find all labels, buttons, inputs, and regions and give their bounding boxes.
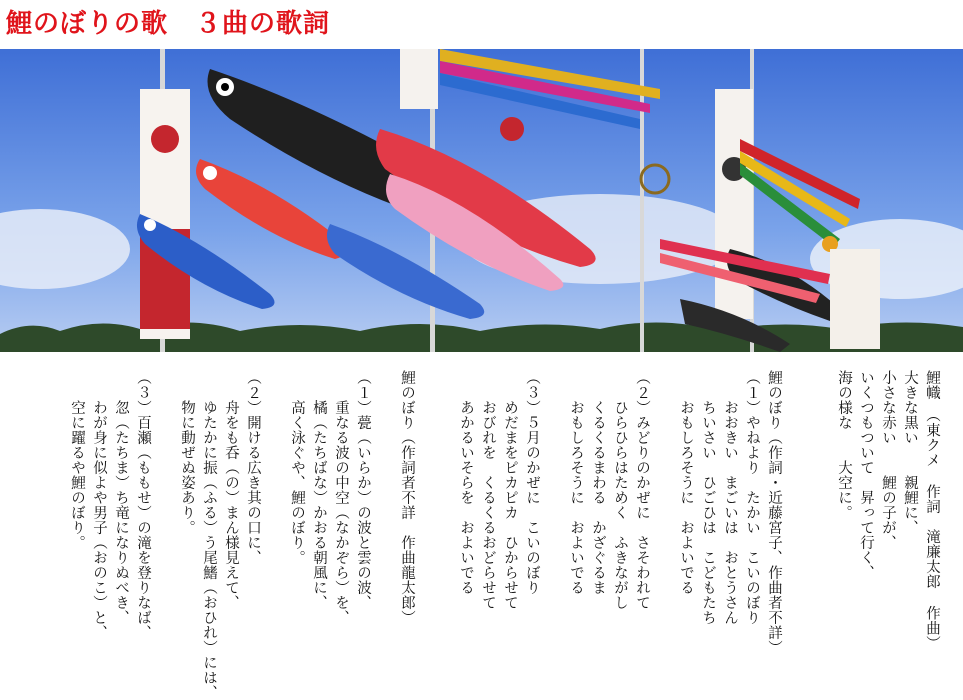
lyric-line: （２）みどりのかぜに さそわれて [634,370,650,610]
page-title: 鯉のぼりの歌 ３曲の歌詞 [6,9,331,39]
lyric-line: 鯉のぼり（作詞・近藤宮子、作曲者不詳） [766,370,782,655]
lyric-line: 高く泳ぐや、鯉のぼり。 [289,370,305,565]
lyric-line: おおきい まごいは おとうさん [722,370,738,625]
lyric-line: 海の様な 大空に。 [836,370,852,520]
lyric-line: 鯉幟 （東クメ 作詞 滝廉太郎 作曲） [924,370,940,651]
lyric-line: ちいさい ひごひは こどもたち [700,370,716,625]
lyric-line: 空に躍るや鯉のぼり。 [69,370,85,550]
lyric-line: 橘（たちばな）かおる朝風に、 [311,370,327,610]
lyric-line: （３）５月のかぜに こいのぼり [524,370,540,595]
lyric-line: 物に動ぜぬ姿あり。 [179,370,195,535]
lyric-line: くるくるまわる かざぐるま [590,370,606,595]
lyric-line: 小さな赤い 鯉の子が、 [880,370,896,550]
koinobori-photo [0,49,963,352]
lyric-line: （１）やねより たかい こいのぼり [744,370,760,625]
lyric-line: おもしろそうに およいでる [568,370,584,595]
lyric-line: （１）甍（いらか）の波と雲の波、 [355,370,371,610]
lyric-line: 重なる波の中空（なかぞら）を、 [333,370,349,625]
lyrics-area [18,370,953,700]
lyric-line: わが身に似よや男子（おのこ）と、 [91,370,107,640]
lyric-line: 舟をも呑（の）まん様見えて、 [223,370,239,610]
lyric-line: めだまをピカピカ ひからせて [502,370,518,610]
lyric-line: おびれを くるくるおどらせて [480,370,496,610]
lyric-line: ひらひらはためく ふきながし [612,370,628,610]
lyric-line: 忽（たちま）ち竜になりぬべき、 [113,370,129,625]
lyric-line: ゆたかに振（ふる）う尾鰭（おひれ）には、 [201,370,217,700]
lyric-line: 鯉のぼり（作詞者不詳 作曲龍太郎） [399,370,415,625]
lyric-line: いくつもついて 昇って行く、 [858,370,874,580]
lyric-line: 大きな黒い 親鯉に、 [902,370,918,535]
lyric-line: （２）開ける広き其の口に、 [245,370,261,565]
lyric-line: あかるいそらを およいでる [458,370,474,595]
lyric-line: （３）百瀬（ももせ）の滝を登りなば、 [135,370,151,640]
lyric-line: おもしろそうに およいでる [678,370,694,595]
